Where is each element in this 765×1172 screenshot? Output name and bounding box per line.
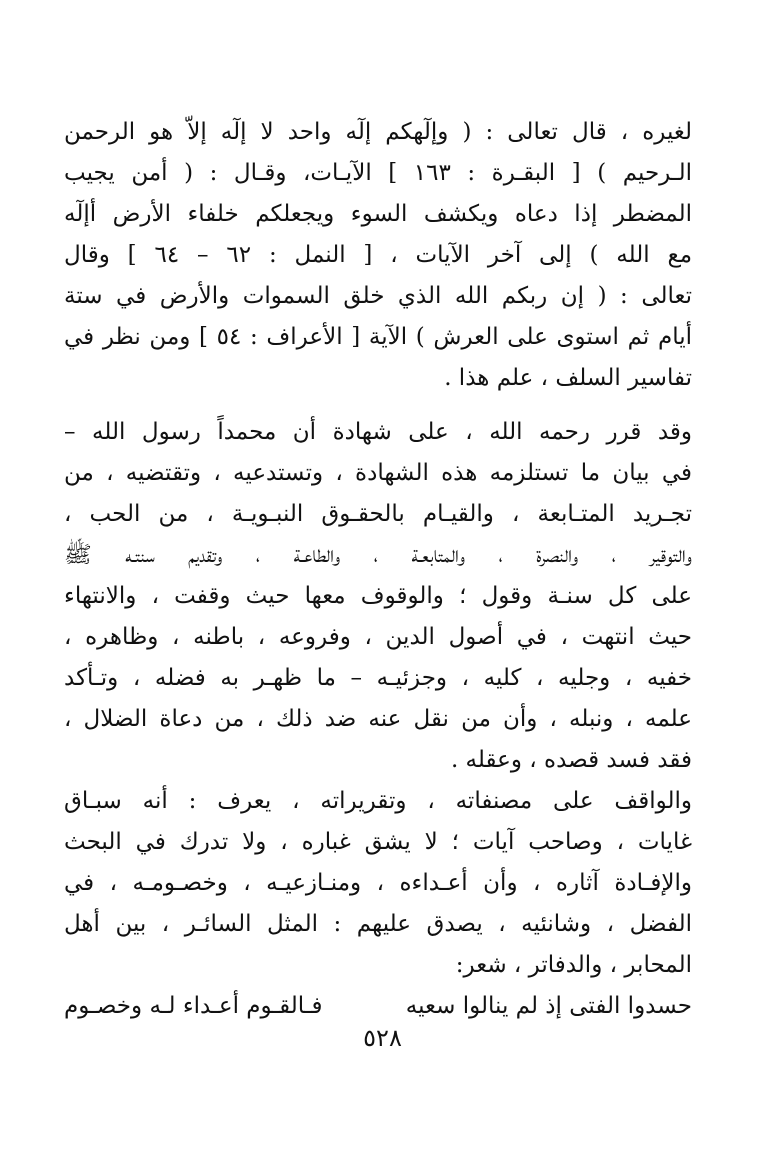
text-line: في بيان ما تستلزمه هذه الشهادة ، وتستدعيه ، وتقتضيه ، من — [64, 460, 692, 486]
text-line: الفضل ، وشانئيه ، يصدق عليهم : المثل السائـر ، بين أهل — [64, 911, 692, 937]
text-line: وقد قرر رحمه الله ، على شهادة أن محمداً رسول الله – — [64, 419, 692, 445]
text-line: لغيره ، قال تعالى : ( وإلٓهكم إلٓه واحد لا إلٓه إلاّ هو الرحمن — [64, 119, 692, 145]
poem-hemistich-first: حسدوا الفتى إذ لم ينالوا سعيه — [405, 993, 692, 1019]
paragraph-gap — [64, 399, 692, 412]
text-line: تفاسير السلف ، علم هذا . — [444, 365, 692, 391]
text-line: تجـريد المتـابعة ، والقيـام بالحقـوق النبـويـة ، من الحب ، — [64, 501, 692, 527]
text-line: غايات ، وصاحب آيات ؛ لا يشق غباره ، ولا تدرك في البحث — [64, 829, 692, 855]
page-number: ٥٢٨ — [363, 1024, 402, 1052]
page-body-text — [64, 112, 692, 1027]
text-line: خفيه ، وجليه ، كليه ، وجزئيـه – ما ظهـر به فضله ، وتـأكد — [64, 665, 692, 691]
text-line: فقد فسد قصده ، وعقله . — [450, 747, 692, 773]
text-line: على كل سنـة وقول ؛ والوقوف معها حيث وقفت ، والانتهاء — [64, 583, 692, 609]
poem-hemistich-second: فـالقـوم أعـداء لـه وخصـوم — [64, 993, 323, 1019]
text-line: المضطر إذا دعاه ويكشف السوء ويجعلكم خلفاء الأرض أإلٓه — [64, 201, 692, 227]
text-line: تعالى : ( إن ربكم الله الذي خلق السموات والأرض في ستة — [64, 283, 692, 309]
text-line: أيام ثم استوى على العرش ) الآية [ الأعراف : ٥٤ ] ومن نظر في — [64, 324, 692, 350]
text-line: المحابر ، والدفاتر ، شعر: — [455, 952, 692, 978]
text-line: مع الله ) إلى آخر الآيات ، [ النمل : ٦٢ – ٦٤ ] وقال — [64, 242, 692, 268]
text-line: والإفـادة آثاره ، وأن أعـداءه ، ومنـازعيـه ، وخصـومـه ، في — [64, 870, 692, 896]
text-line: الـرحيم ) [ البقـرة : ١٦٣ ] الآيـات، وقـال : ( أمن يجيب — [64, 160, 692, 186]
text-line: علمه ، ونبله ، وأن من نقل عنه ضد ذلك ، من دعاة الضلال ، — [64, 706, 692, 732]
text-line: والتوقير ، والنصرة ، والمتابعـة ، والطاعـة ، وتقديم سنتـه ﷺ — [64, 542, 692, 568]
text-line: والواقف على مصنفاته ، وتقريراته ، يعرف : أنه سبـاق — [64, 788, 692, 814]
text-line: حيث انتهت ، في أصول الدين ، وفروعه ، باطنه ، وظاهره ، — [64, 624, 692, 650]
